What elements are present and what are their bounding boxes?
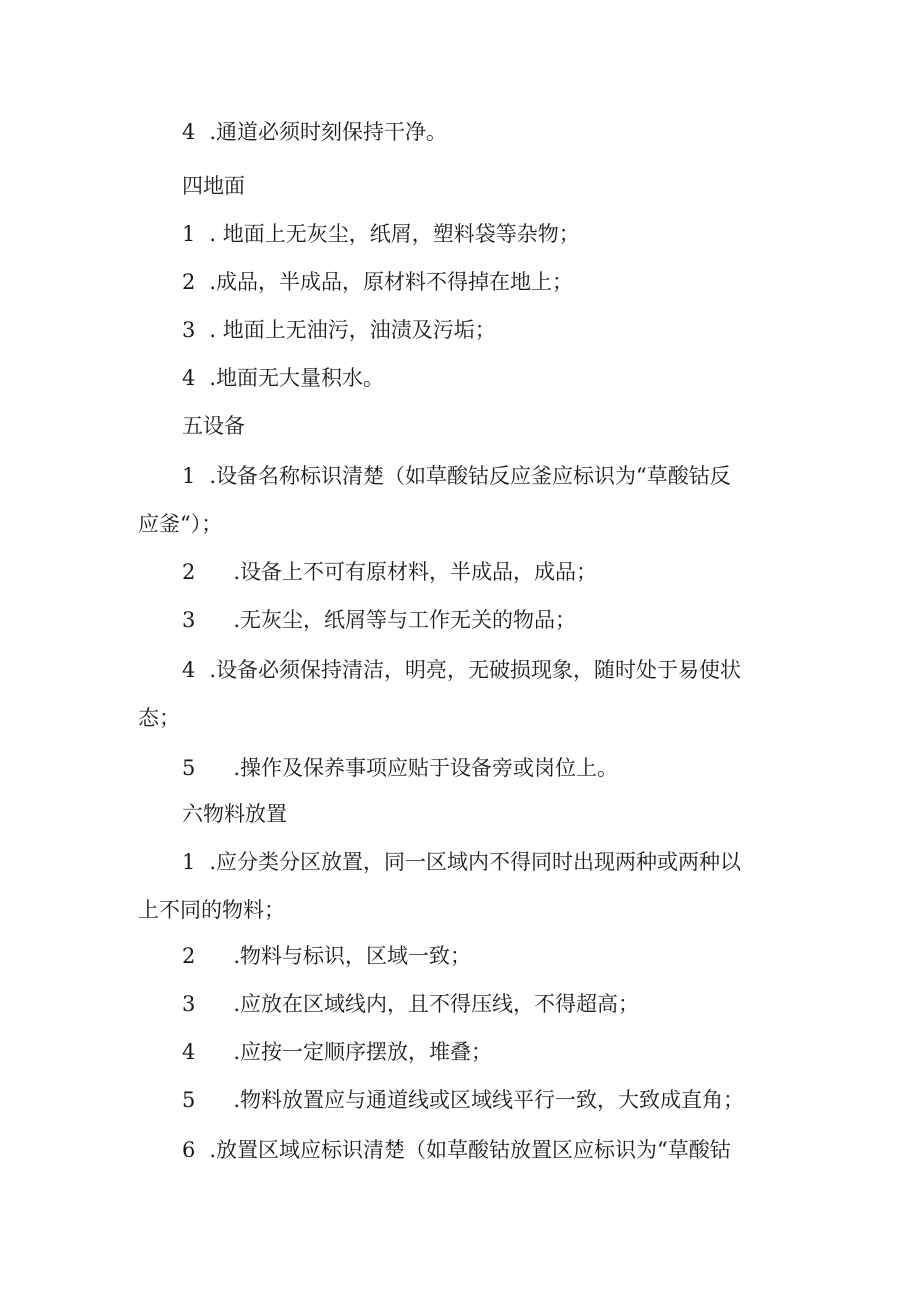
item-text: .通道必须时刻保持干净。 (209, 120, 448, 144)
list-item (182, 606, 576, 634)
item-text: 上不同的物料； (138, 898, 285, 922)
list-item-continuation (138, 704, 180, 732)
item-number: 4 (182, 1040, 196, 1064)
list-item (182, 462, 731, 490)
item-text: 态； (138, 706, 180, 730)
item-text: .应放在区域线内，且不得压线，不得超高； (233, 992, 640, 1016)
list-item (182, 364, 384, 392)
item-number: 1 (182, 222, 196, 246)
item-number: 3 (182, 608, 196, 632)
item-text: .物料放置应与通道线或区域线平行一致，大致成直角； (233, 1088, 745, 1112)
item-number: 1 (182, 464, 196, 488)
item-number: 4 (182, 366, 196, 390)
list-item (182, 316, 496, 344)
item-number: 2 (182, 270, 196, 294)
item-number: 6 (182, 1138, 196, 1162)
heading-text: 五设备 (182, 414, 245, 438)
list-item (182, 1086, 744, 1114)
item-text: .操作及保养事项应贴于设备旁或岗位上。 (233, 756, 619, 780)
list-item (182, 754, 618, 782)
item-number: 4 (182, 120, 196, 144)
list-item (182, 656, 741, 684)
item-number: 5 (182, 756, 196, 780)
item-text: . 地面上无灰尘，纸屑，塑料袋等杂物； (209, 222, 580, 246)
item-text: .成品，半成品，原材料不得掉在地上； (209, 270, 574, 294)
item-text: .地面无大量积水。 (209, 366, 385, 390)
list-item-continuation (138, 896, 285, 924)
list-item (182, 558, 597, 586)
item-number: 3 (182, 318, 196, 342)
item-text: .无灰尘，纸屑等与工作无关的物品； (233, 608, 577, 632)
list-item (182, 220, 580, 248)
list-item-continuation (138, 510, 222, 538)
item-text: .设备名称标识清楚（如草酸钴反应釜应标识为“草酸钴反 (209, 464, 731, 488)
list-item (182, 1038, 492, 1066)
item-text: .放置区域应标识清楚（如草酸钴放置区应标识为“草酸钴 (209, 1138, 731, 1162)
section-heading (182, 172, 245, 200)
section-heading (182, 800, 287, 828)
list-item (182, 1136, 731, 1164)
list-item (182, 118, 447, 146)
item-text: . 地面上无油污，油渍及污垢； (209, 318, 496, 342)
heading-text: 四地面 (182, 174, 245, 198)
heading-text: 六物料放置 (182, 802, 287, 826)
item-number: 5 (182, 1088, 196, 1112)
item-text: .应按一定顺序摆放，堆叠； (233, 1040, 493, 1064)
item-text: .设备必须保持清洁，明亮，无破损现象，随时处于易使状 (209, 658, 742, 682)
item-text: 应釜“）； (138, 512, 223, 536)
list-item (182, 268, 573, 296)
section-heading (182, 412, 245, 440)
item-number: 3 (182, 992, 196, 1016)
item-text: .应分类分区放置，同一区域内不得同时出现两种或两种以 (209, 850, 742, 874)
list-item (182, 942, 471, 970)
item-number: 2 (182, 560, 196, 584)
item-text: .设备上不可有原材料，半成品，成品； (233, 560, 598, 584)
list-item (182, 990, 639, 1018)
item-text: .物料与标识，区域一致； (233, 944, 472, 968)
item-number: 1 (182, 850, 196, 874)
item-number: 4 (182, 658, 196, 682)
item-number: 2 (182, 944, 196, 968)
list-item (182, 848, 741, 876)
